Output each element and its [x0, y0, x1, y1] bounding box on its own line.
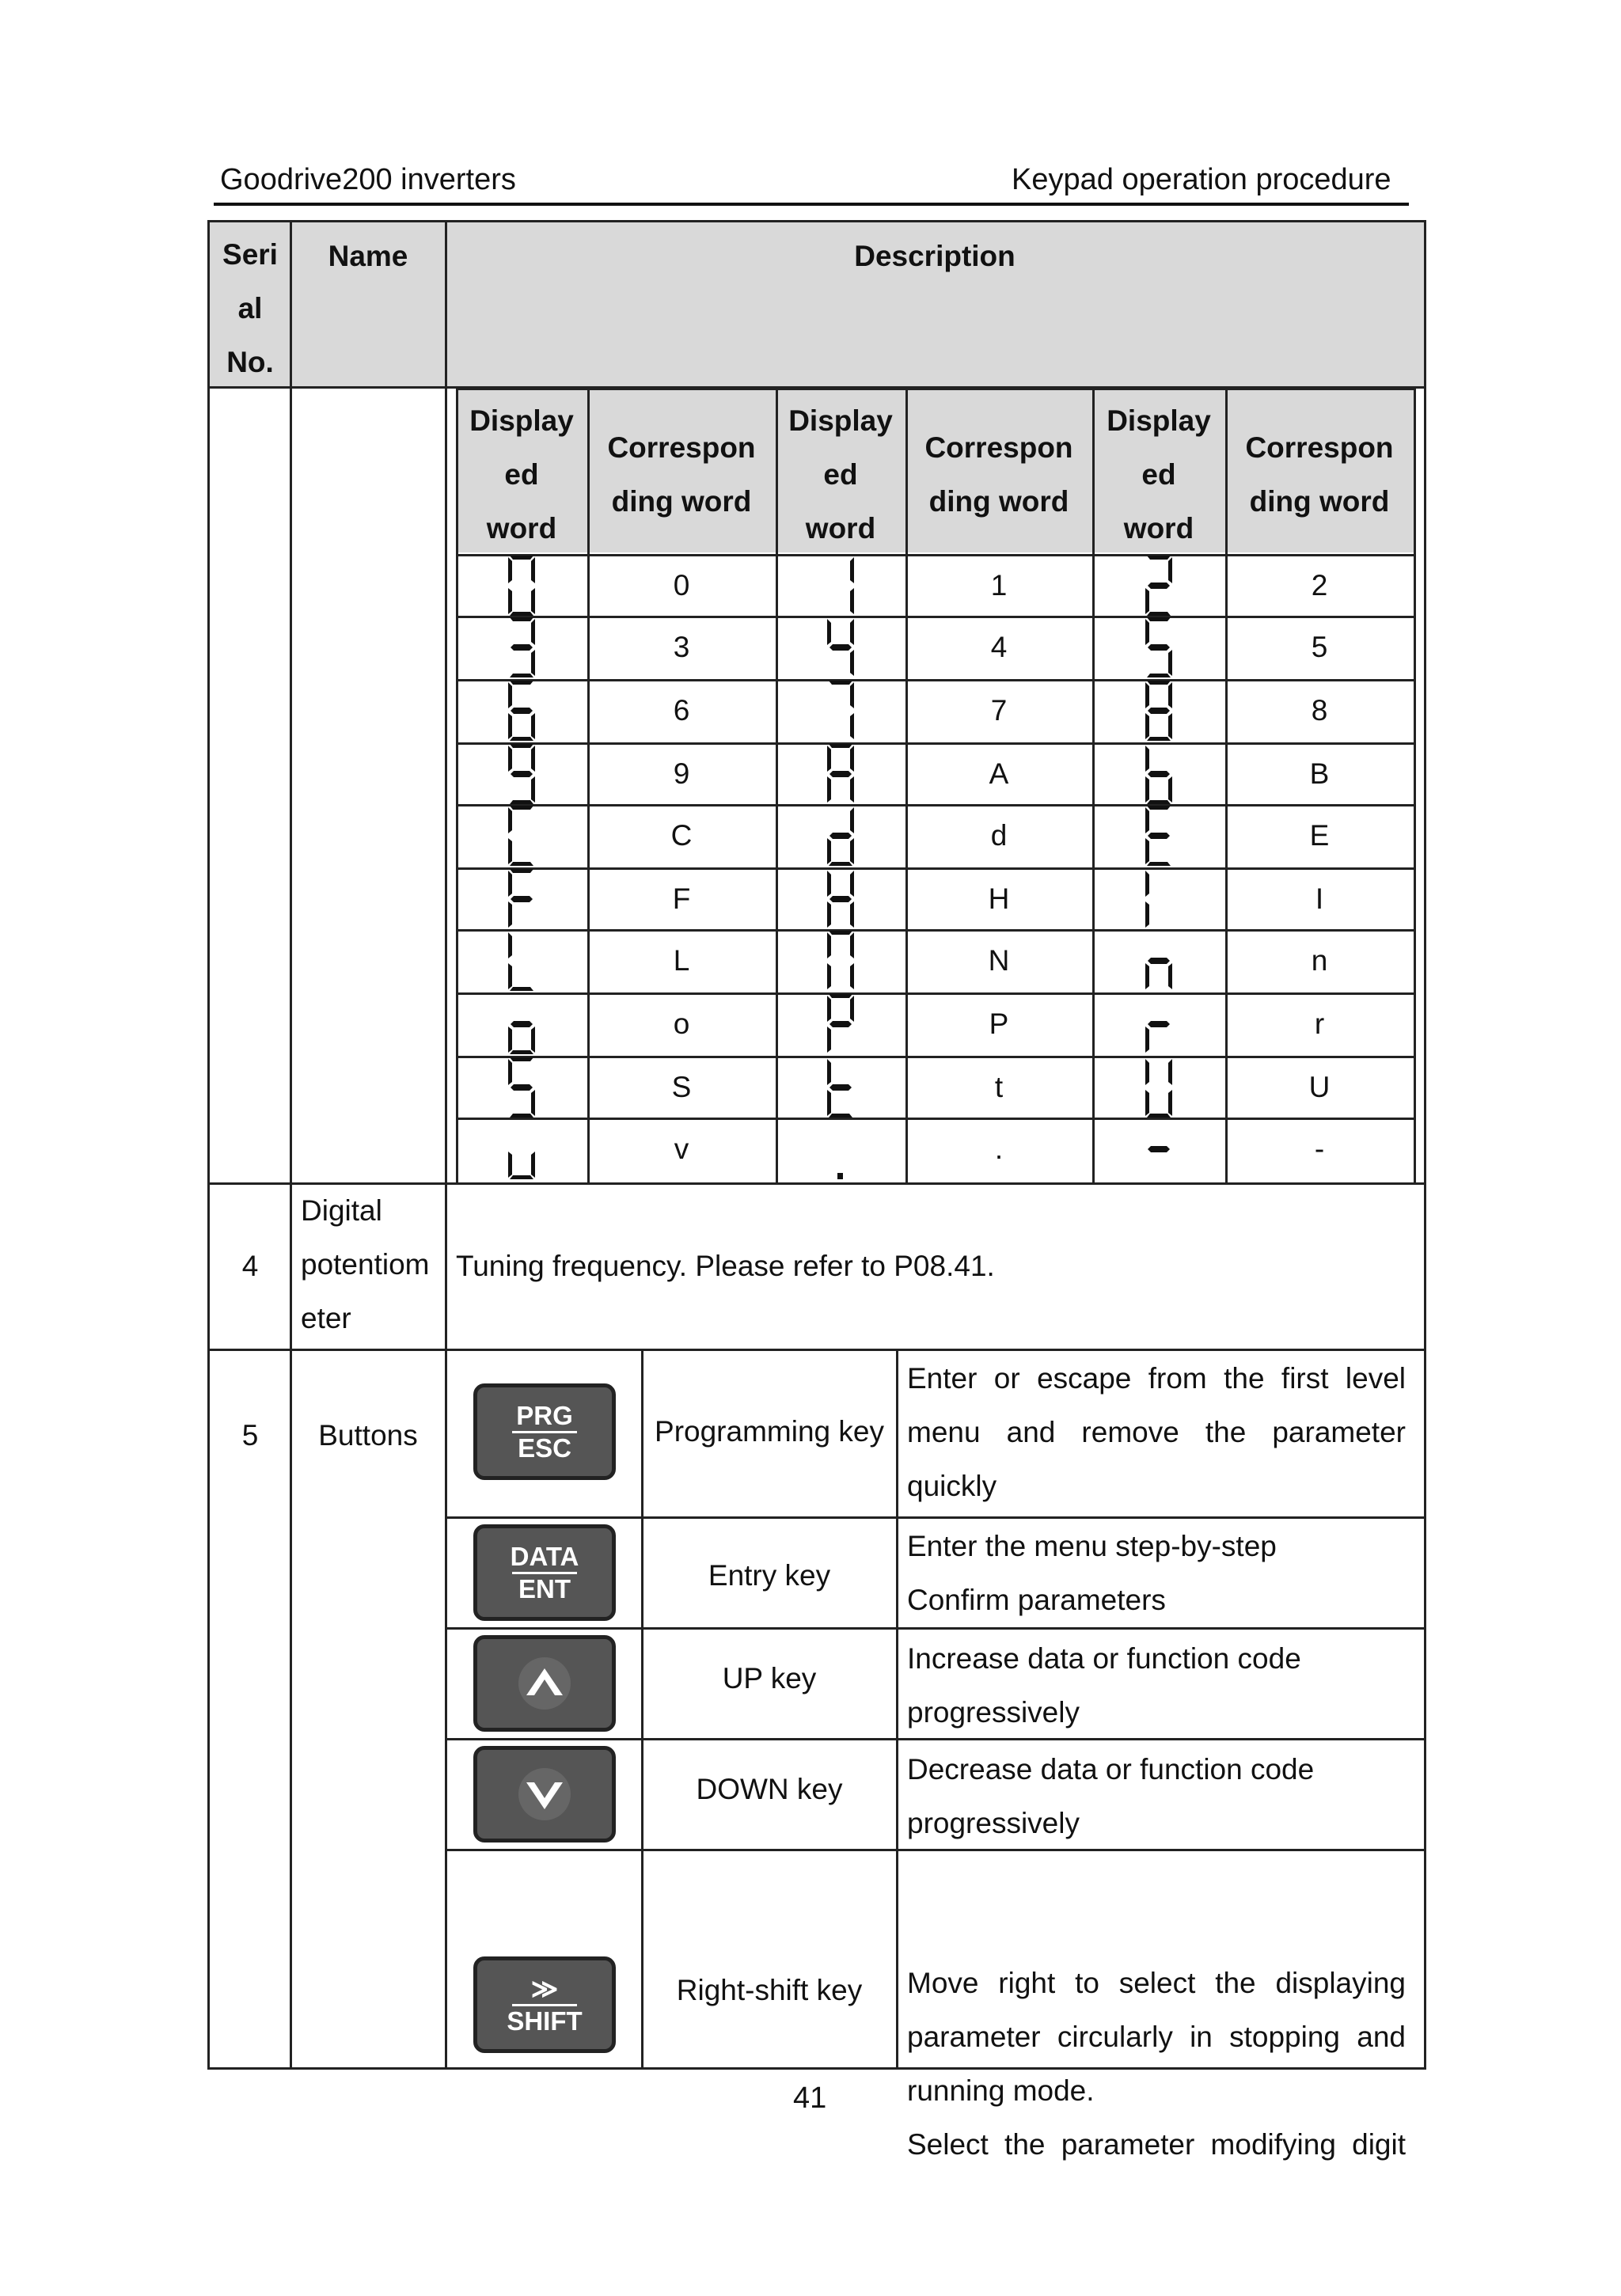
row4-name-1: Digital	[301, 1194, 382, 1227]
grid-hline	[445, 1516, 1426, 1519]
seven-segment-glyph-icon	[776, 804, 905, 867]
grid-vline	[896, 1349, 898, 2067]
key-description-line: menu and remove the parameter	[907, 1416, 1406, 1448]
header-left: Goodrive200 inverters	[220, 163, 516, 196]
key-icon-text: ENT	[518, 1573, 571, 1603]
corresponding-word: 6	[673, 694, 690, 727]
display-header-displayed	[776, 396, 905, 554]
displayed-header-line: ed	[1141, 458, 1176, 491]
header-right: Keypad operation procedure	[1012, 163, 1391, 196]
corresponding-word: t	[994, 1071, 1004, 1103]
seven-segment-glyph-icon	[1092, 616, 1225, 679]
display-header-corresponding	[1225, 396, 1414, 554]
corresponding-word: 5	[1311, 631, 1328, 663]
seven-segment-glyph-icon	[456, 742, 587, 806]
displayed-header-line: ed	[504, 458, 539, 491]
seven-segment-glyph-icon	[1092, 554, 1225, 617]
key-description-line: Increase data or function code	[907, 1642, 1301, 1675]
seven-segment-glyph-icon	[456, 1118, 587, 1181]
seven-segment-glyph-icon	[1092, 804, 1225, 867]
key-description-line: parameter circularly in stopping and	[907, 2021, 1406, 2053]
seven-segment-glyph-icon	[776, 867, 905, 931]
row4-serial: 4	[241, 1250, 259, 1282]
key-description-line: Select the parameter modifying digit	[907, 2128, 1406, 2161]
key-icon-text: ESC	[518, 1433, 571, 1463]
seven-segment-glyph-icon	[456, 1056, 587, 1119]
grid-hline	[456, 388, 1416, 390]
seven-segment-glyph-icon	[776, 929, 905, 992]
key-icon-text: PRG	[516, 1400, 573, 1430]
seven-segment-glyph-icon	[1092, 679, 1225, 742]
seven-segment-glyph-icon	[456, 929, 587, 992]
seven-segment-glyph-icon	[1092, 867, 1225, 931]
grid-vline	[1414, 388, 1416, 1182]
corresponding-word: v	[674, 1133, 689, 1165]
key-description-line: Confirm parameters	[907, 1584, 1166, 1616]
grid-hline	[445, 1627, 1426, 1630]
key-icon-text: SHIFT	[507, 2006, 583, 2036]
grid-hline	[207, 220, 1426, 222]
displayed-header-line: word	[486, 512, 557, 545]
seven-segment-glyph-icon	[456, 804, 587, 867]
key-label: DOWN key	[696, 1773, 843, 1805]
corresponding-word: H	[988, 882, 1010, 915]
seven-segment-glyph-icon	[776, 1118, 905, 1181]
displayed-header-line: Display	[1107, 404, 1211, 437]
displayed-header-line: word	[1123, 512, 1194, 545]
display-header-corresponding	[905, 396, 1092, 554]
seven-segment-glyph-icon	[776, 679, 905, 742]
data-ent-key-icon[interactable]	[473, 1524, 616, 1621]
key-description-line: progressively	[907, 1696, 1080, 1729]
corresponding-word: C	[670, 819, 693, 852]
corresponding-word: r	[1314, 1008, 1325, 1040]
seven-segment-glyph-icon	[776, 992, 905, 1056]
seven-segment-glyph-icon	[1092, 742, 1225, 806]
col-header-name: Name	[328, 240, 408, 272]
key-label: Right-shift key	[676, 1974, 863, 2006]
seven-segment-glyph-icon	[1092, 1056, 1225, 1119]
seven-segment-glyph-icon	[776, 554, 905, 617]
corresponding-word: A	[989, 757, 1009, 790]
seven-segment-glyph-icon	[456, 867, 587, 931]
down-arrow-key-icon[interactable]	[473, 1746, 616, 1842]
corresponding-word: P	[989, 1008, 1009, 1040]
key-label: Entry key	[708, 1559, 831, 1592]
display-header-displayed	[1092, 396, 1225, 554]
grid-hline	[207, 1349, 1426, 1351]
corresponding-word: E	[1309, 819, 1330, 852]
arrow-up-icon	[517, 1656, 572, 1711]
corresponding-word: L	[673, 944, 690, 977]
row4-name-3: eter	[301, 1302, 351, 1334]
corresponding-word: 8	[1311, 694, 1328, 727]
row5-name: Buttons	[318, 1419, 418, 1452]
shift-key-icon[interactable]	[473, 1956, 616, 2053]
corresponding-word: 7	[990, 694, 1008, 727]
key-description-line: progressively	[907, 1807, 1080, 1839]
seven-segment-glyph-icon	[1092, 1118, 1225, 1181]
grid-vline	[207, 220, 210, 2067]
corresponding-word: I	[1315, 882, 1324, 915]
serial-h2: al	[237, 292, 263, 324]
corresponding-word: 9	[673, 757, 690, 790]
key-description-line: Enter the menu step-by-step	[907, 1530, 1277, 1562]
corresponding-header-line: ding word	[1249, 485, 1390, 518]
seven-segment-glyph-icon	[456, 992, 587, 1056]
corresponding-header-line: Correspon	[924, 431, 1073, 464]
corresponding-word: -	[1314, 1133, 1325, 1165]
key-description-line: running mode.	[907, 2074, 1095, 2107]
corresponding-word: 3	[673, 631, 690, 663]
seven-segment-glyph-icon	[456, 616, 587, 679]
display-header-displayed	[456, 396, 587, 554]
col-header-serial	[209, 230, 291, 388]
serial-h1: Seri	[222, 238, 278, 271]
seven-segment-glyph-icon	[776, 616, 905, 679]
seven-segment-glyph-icon	[1092, 929, 1225, 992]
prg-esc-key-icon[interactable]	[473, 1383, 616, 1480]
page-number: 41	[793, 2082, 827, 2115]
corresponding-word: 1	[990, 569, 1008, 602]
displayed-header-line: ed	[823, 458, 858, 491]
row4-name-2: potentiom	[301, 1248, 430, 1281]
seven-segment-glyph-icon	[776, 1056, 905, 1119]
corresponding-word: N	[988, 944, 1010, 977]
corresponding-word: S	[671, 1071, 692, 1103]
key-description-line: Enter or escape from the first level	[907, 1362, 1406, 1395]
key-icon-text: ≫	[530, 1973, 559, 2003]
displayed-header-line: Display	[788, 404, 893, 437]
row5-serial: 5	[241, 1419, 259, 1452]
corresponding-header-line: ding word	[928, 485, 1069, 518]
seven-segment-glyph-icon	[1092, 992, 1225, 1056]
corresponding-word: B	[1309, 757, 1330, 790]
corresponding-word: U	[1308, 1071, 1331, 1103]
display-header-corresponding	[587, 396, 776, 554]
key-description-line: Move right to select the displaying	[907, 1967, 1406, 1999]
grid-vline	[1424, 220, 1426, 2067]
corresponding-word: 4	[990, 631, 1008, 663]
arrow-down-icon	[517, 1767, 572, 1822]
grid-vline	[290, 220, 292, 2067]
corresponding-word: 0	[673, 569, 690, 602]
row4-description: Tuning frequency. Please refer to P08.41.	[456, 1250, 995, 1282]
col-header-description: Description	[854, 240, 1015, 272]
corresponding-word: d	[990, 819, 1008, 852]
key-label: UP key	[722, 1662, 817, 1694]
row4-name	[301, 1184, 445, 1349]
key-icon-text: DATA	[510, 1541, 579, 1571]
seven-segment-glyph-icon	[776, 742, 905, 806]
corresponding-header-line: ding word	[611, 485, 752, 518]
corresponding-word: F	[672, 882, 691, 915]
corresponding-word: n	[1311, 944, 1328, 977]
key-description-line: Decrease data or function code	[907, 1753, 1315, 1786]
corresponding-header-line: Correspon	[607, 431, 756, 464]
corresponding-word: .	[994, 1133, 1004, 1165]
corresponding-word: 2	[1311, 569, 1328, 602]
grid-vline	[445, 220, 447, 2067]
displayed-header-line: word	[805, 512, 876, 545]
key-description-line: quickly	[907, 1470, 997, 1502]
serial-h3: No.	[226, 346, 274, 378]
seven-segment-glyph-icon	[456, 554, 587, 617]
displayed-header-line: Display	[469, 404, 574, 437]
corresponding-word: o	[673, 1008, 690, 1040]
corresponding-header-line: Correspon	[1245, 431, 1394, 464]
key-label: Programming key	[655, 1415, 884, 1448]
seven-segment-glyph-icon	[456, 679, 587, 742]
up-arrow-key-icon[interactable]	[473, 1635, 616, 1732]
